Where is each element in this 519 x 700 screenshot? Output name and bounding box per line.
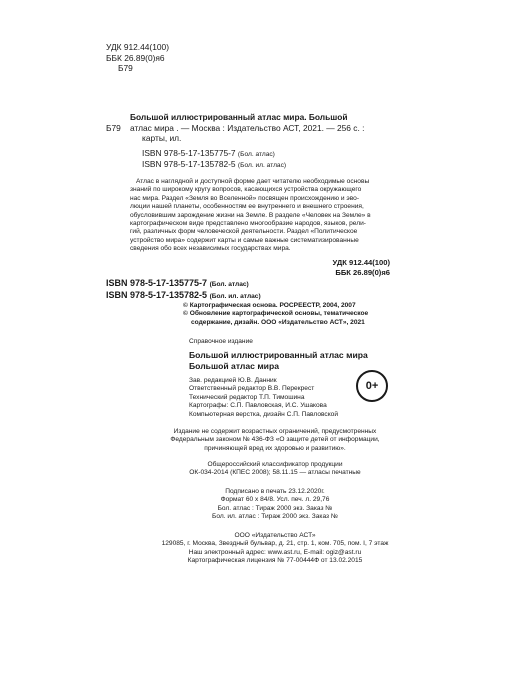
author-mark: Б79 <box>118 63 133 74</box>
law-notice-line: причиняющей вред их здоровью и развитию». <box>204 444 346 452</box>
copyright-block <box>183 302 368 327</box>
copyright-line1: © Картографическая основа. РОСРЕЕСТР, 2004, 2007 <box>183 302 356 309</box>
publisher-line: ООО «Издательство АСТ» <box>234 532 316 539</box>
age-rating-text: 0+ <box>365 380 379 392</box>
print-info-line: Подписано в печать 23.12.2020г. <box>225 488 325 495</box>
catalog-title-line3: карты, ил. <box>142 133 182 144</box>
annotation-line: обусловившим зарождение жизни на Земле. В разделе «Человек на Земле» в <box>130 211 371 219</box>
law-notice-line: Федеральным законом № 436-ФЗ «О защите детей от информации, <box>170 436 380 444</box>
copyright-line2: © Обновление картографической основы, тематическое <box>183 310 369 318</box>
annotation-line: нас мира. Раздел «Земля во Вселенной» посвящен происхождению и эво- <box>130 194 360 202</box>
catalog-isbn2-number: ISBN 978-5-17-135782-5 <box>142 159 236 170</box>
catalog-isbn2 <box>106 159 388 170</box>
publisher-line: Картографическая лицензия № 77-00444Ф от 13.02.2015 <box>187 557 363 565</box>
catalog-title-line2: атлас мира . — Москва : Издательство АСТ, 2021. — 256 с. : <box>130 122 365 133</box>
imprint-title1: Большой иллюстрированный атлас мира <box>189 350 368 360</box>
annotation <box>130 178 392 254</box>
imprint-credits <box>189 377 338 419</box>
annotation-line: устройство мира» содержит карты и самые важные систематизированные <box>130 236 359 244</box>
annotation-line: картографическом виде представлено многообразие народов, языков, рели- <box>130 220 366 228</box>
classifier-block <box>170 461 380 478</box>
credit-line: Технический редактор Т.П. Тимошина <box>189 393 305 401</box>
classifier-line: Общероссийский классификатор продукции <box>207 461 343 468</box>
print-info <box>170 488 380 522</box>
isbn-line2 <box>106 289 261 301</box>
catalog-mark: Б79 <box>106 122 121 133</box>
print-info-line: Формат 60 х 84/8. Усл. печ. л. 29,76 <box>220 496 330 504</box>
classification-codes <box>106 42 169 74</box>
catalog-card <box>106 112 388 171</box>
credit-line: Картографы: С.П. Павловская, И.С. Ушакова <box>189 402 327 410</box>
catalog-isbn1-number: ISBN 978-5-17-135775-7 <box>142 147 236 158</box>
imprint-title2: Большой атлас мира <box>189 361 279 371</box>
credit-line: Компьютерная верстка, дизайн С.П. Павловской <box>189 410 339 418</box>
catalog-isbn1-note: (Бол. атлас) <box>237 150 275 158</box>
bbk-code: ББК 26.89(0)я6 <box>106 52 165 63</box>
annotation-line: люции нашей планеты, особенностям ее внутреннего и внешнего строения, <box>130 203 364 211</box>
law-notice <box>170 428 380 453</box>
age-rating-badge <box>356 370 388 402</box>
annotation-line: гий, различных форм человеческой деятельности. Раздел «Политическое <box>130 228 358 236</box>
annotation-line: Атлас в наглядной и доступной форме дает читателю необходимые основы <box>136 178 370 185</box>
credit-line: Зав. редакцией Ю.В. Данник <box>189 377 277 384</box>
copyright-line3: содержание, дизайн. ООО «Издательство АСТ», 2021 <box>191 318 365 326</box>
right-bbk-code: ББК 26.89(0)я6 <box>335 267 390 277</box>
isbn2-number: ISBN 978-5-17-135782-5 <box>106 290 208 301</box>
isbn1-number: ISBN 978-5-17-135775-7 <box>106 278 208 288</box>
law-notice-line: Издание не содержит возрастных ограничений, предусмотренных <box>173 428 377 435</box>
catalog-isbn2-note: (Бол. ил. атлас) <box>237 162 287 170</box>
right-udk-code: УДК 912.44(100) <box>332 258 390 267</box>
udk-code: УДК 912.44(100) <box>106 42 169 52</box>
isbn-block <box>106 277 261 302</box>
publisher-block <box>120 532 430 566</box>
credit-line: Ответственный редактор В.В. Перекрест <box>189 385 315 393</box>
catalog-title-line1: Большой иллюстрированный атлас мира. Большой <box>130 112 348 122</box>
isbn-line1 <box>106 277 261 289</box>
isbn1-note: (Бол. атлас) <box>209 281 249 288</box>
imprint-titles <box>189 350 368 372</box>
publisher-line: Наш электронный адрес: www.ast.ru, E-mail: ogiz@ast.ru <box>188 548 362 556</box>
isbn2-note: (Бол. ил. атлас) <box>209 293 261 301</box>
catalog-isbn1 <box>106 148 388 159</box>
annotation-line: сведения обо всех независимых государствах мира. <box>130 245 291 253</box>
classifier-line: ОК-034-2014 (КПЕС 2008); 58.11.15 — атласы печатные <box>189 469 361 477</box>
edition-type: Справочное издание <box>189 338 253 345</box>
print-info-line: Бол. ил. атлас : Тираж 2000 экз. Заказ № <box>212 513 338 521</box>
publisher-line: 129085, г. Москва, Звездный бульвар, д. 21, стр. 1, ком. 705, пом. I, 7 этаж <box>161 540 389 548</box>
print-info-line: Бол. атлас : Тираж 2000 экз. Заказ № <box>217 504 333 512</box>
annotation-line: знаний по широкому кругу вопросов, касающихся устройства окружающего <box>130 186 362 194</box>
right-codes <box>300 258 390 277</box>
